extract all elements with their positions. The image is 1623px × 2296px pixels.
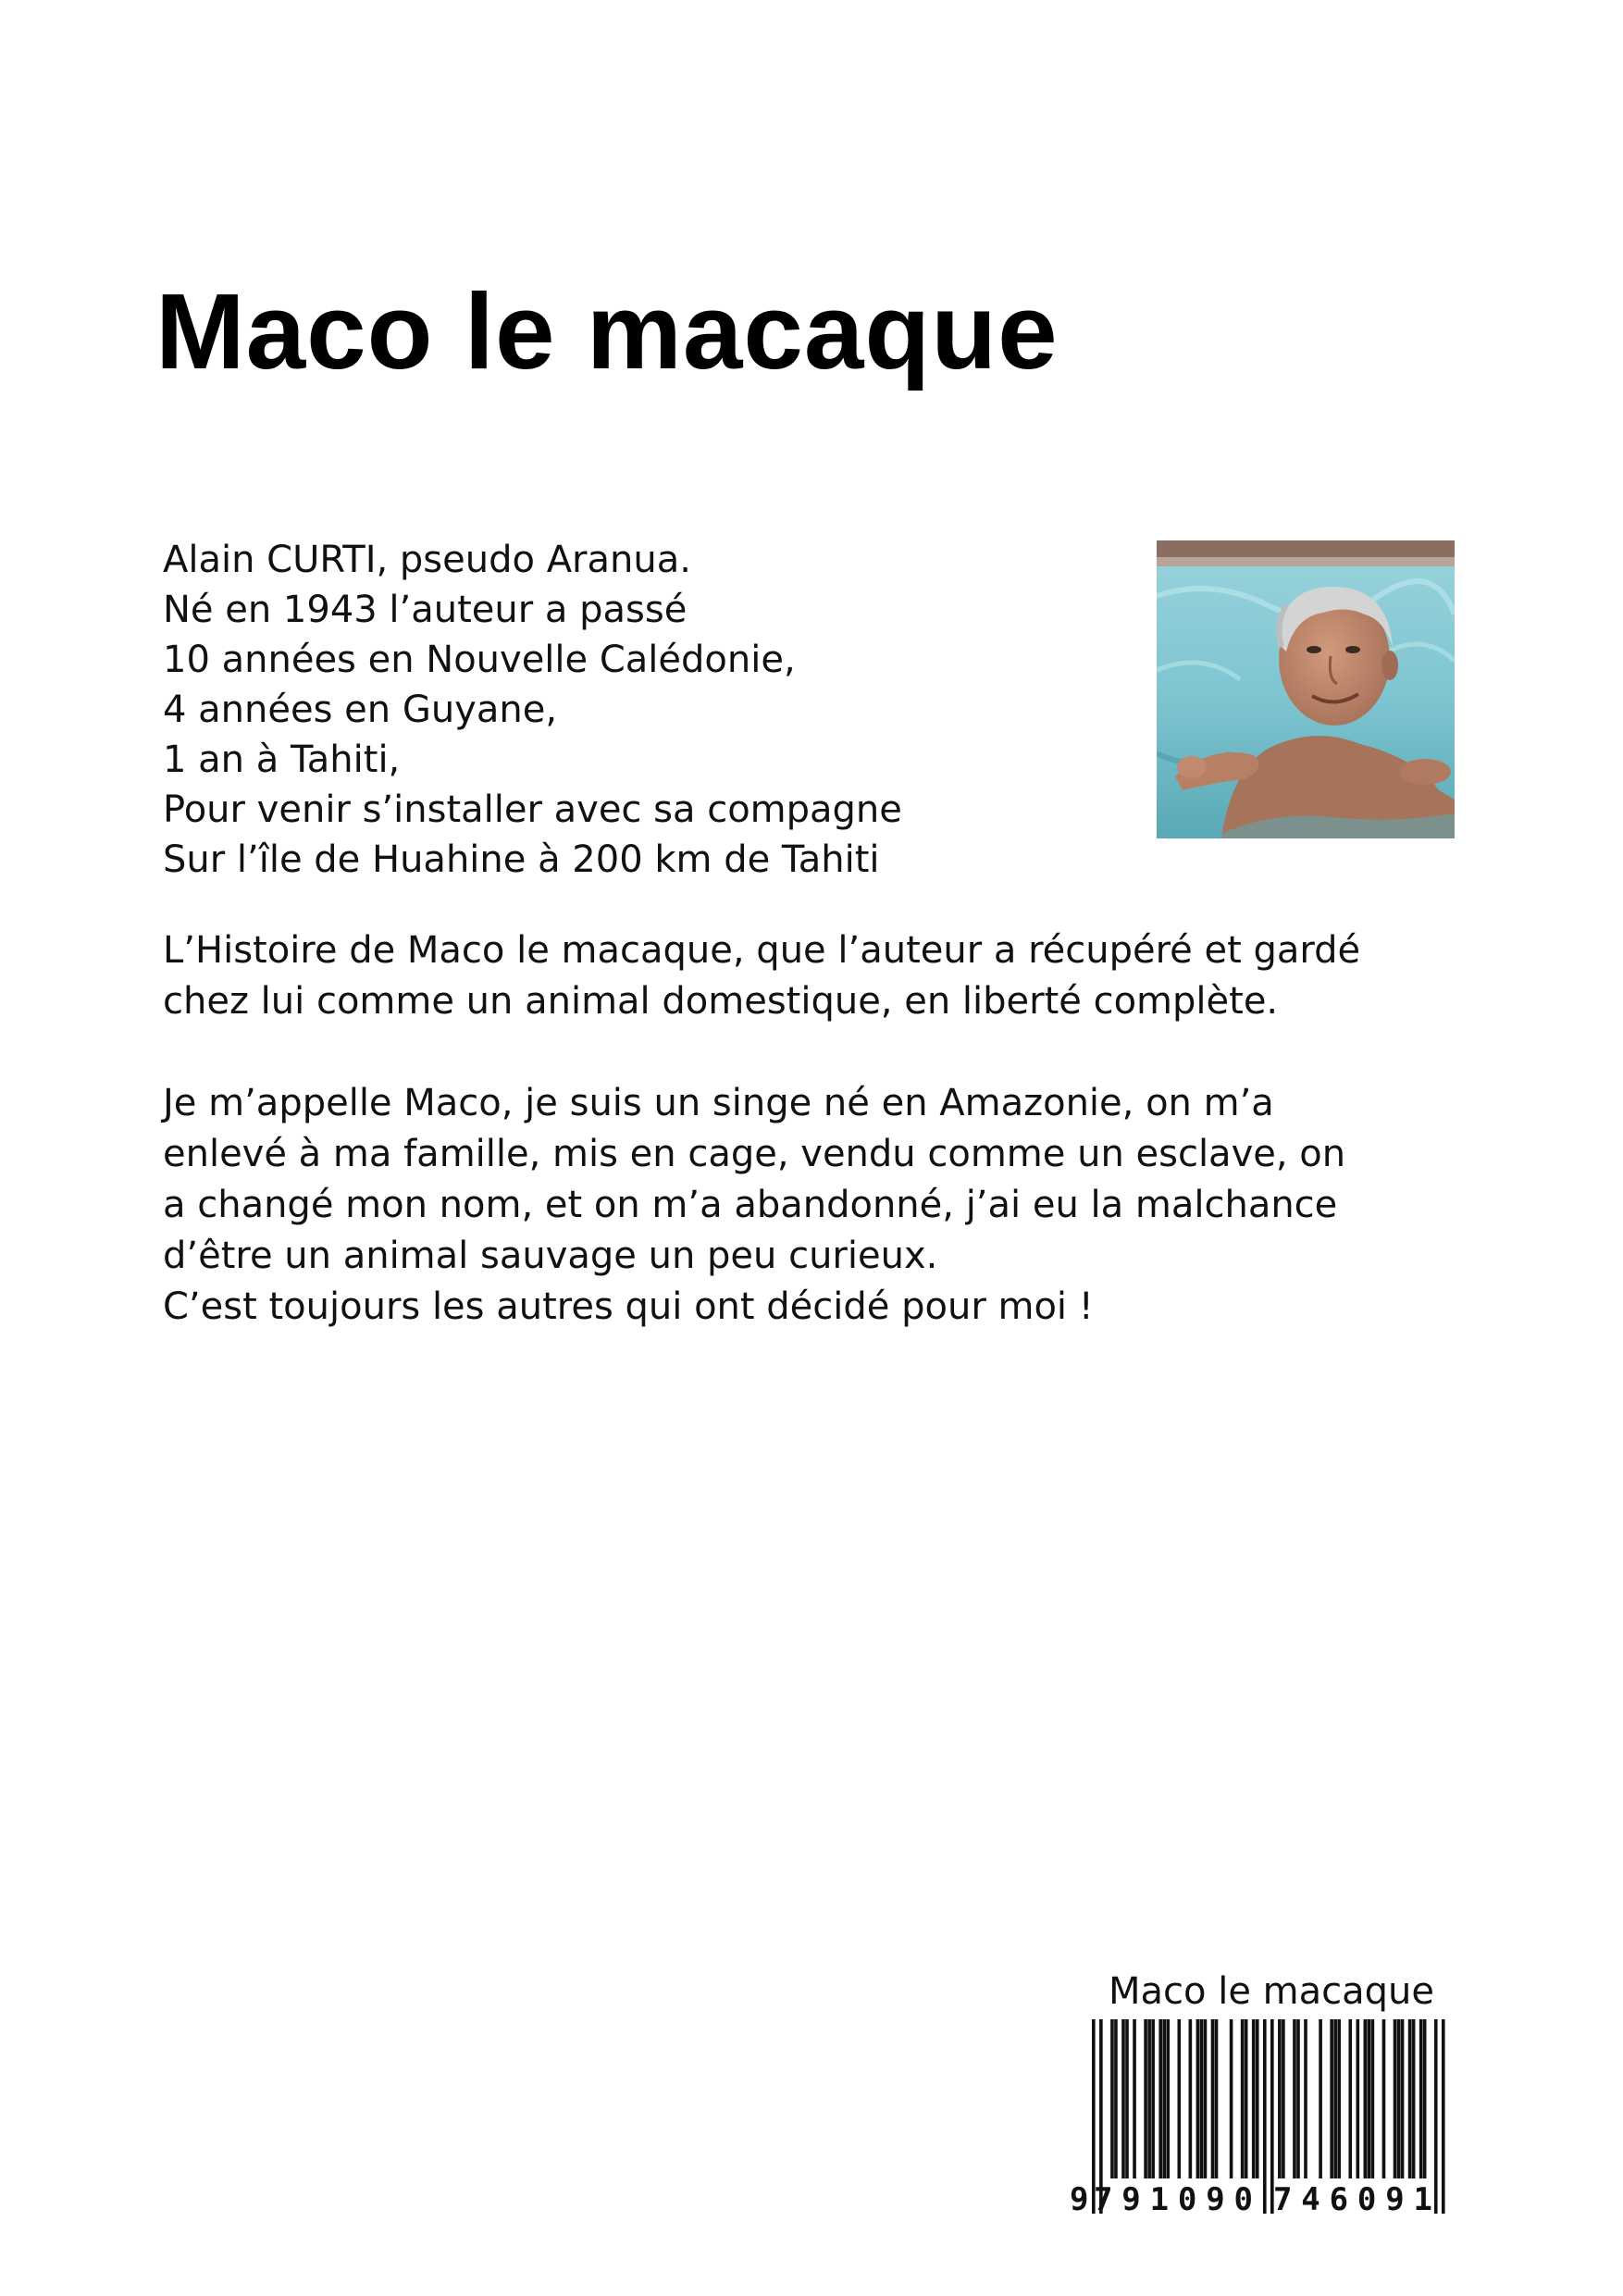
bio-line: 1 an à Tahiti, bbox=[163, 738, 401, 781]
bio-line: Pour venir s’installer avec sa compagne bbox=[163, 788, 902, 831]
story-paragraph bbox=[163, 925, 1360, 1027]
barcode-bar bbox=[1333, 2019, 1337, 2178]
barcode-bar bbox=[1211, 2019, 1215, 2178]
barcode-bar bbox=[1241, 2019, 1245, 2178]
author-photo bbox=[1157, 540, 1455, 838]
quote-line: enlevé à ma famille, mis en cage, vendu comme un esclave, on bbox=[163, 1133, 1346, 1175]
barcode-bar bbox=[1252, 2019, 1256, 2178]
barcode-bar bbox=[1125, 2019, 1129, 2178]
barcode-bar bbox=[1245, 2019, 1248, 2178]
barcode-bar bbox=[1177, 2019, 1181, 2178]
barcode-bar bbox=[1189, 2019, 1193, 2178]
barcode-bar bbox=[1230, 2019, 1233, 2178]
barcode-bar bbox=[1121, 2019, 1125, 2178]
story-line: chez lui comme un animal domestique, en liberté complète. bbox=[163, 980, 1279, 1023]
barcode-bar bbox=[1412, 2019, 1416, 2178]
barcode-bar bbox=[1263, 2019, 1267, 2214]
bio-line: Alain CURTI, pseudo Aranua. bbox=[163, 539, 691, 581]
quote-paragraph bbox=[163, 1078, 1345, 1333]
barcode-bar bbox=[1162, 2019, 1166, 2178]
barcode-bar bbox=[1278, 2019, 1282, 2178]
barcode-bar bbox=[1114, 2019, 1118, 2178]
barcode-bar bbox=[1147, 2019, 1151, 2178]
barcode-bar bbox=[1348, 2019, 1352, 2178]
barcode-bar bbox=[1401, 2019, 1405, 2178]
barcode-bar bbox=[1256, 2019, 1259, 2178]
barcode-bar bbox=[1330, 2019, 1333, 2178]
bio-line: 4 années en Guyane, bbox=[163, 689, 558, 731]
isbn-barcode bbox=[1064, 2019, 1455, 2214]
barcode-bar bbox=[1293, 2019, 1296, 2178]
quote-line: Je m’appelle Maco, je suis un singe né en Amazonie, on m’a bbox=[163, 1082, 1274, 1124]
barcode-right-digits: 746091 bbox=[1273, 2181, 1432, 2214]
barcode-bar bbox=[1204, 2019, 1208, 2178]
quote-line: a changé mon nom, et on m’a abandonné, j’ai eu la malchance bbox=[163, 1184, 1338, 1226]
barcode-bar bbox=[1356, 2019, 1359, 2178]
barcode-bar bbox=[1442, 2019, 1445, 2214]
barcode-bar bbox=[1419, 2019, 1423, 2178]
barcode-bar bbox=[1368, 2019, 1371, 2178]
barcode-bar bbox=[1296, 2019, 1300, 2178]
barcode-bar bbox=[1394, 2019, 1397, 2178]
barcode-bar bbox=[1423, 2019, 1427, 2178]
quote-line: C’est toujours les autres qui ont décidé pour moi ! bbox=[163, 1285, 1094, 1328]
barcode-bar bbox=[1408, 2019, 1412, 2178]
barcode-bar bbox=[1200, 2019, 1204, 2178]
story-line: L’Histoire de Maco le macaque, que l’auteur a récupéré et gardé bbox=[163, 929, 1361, 972]
barcode-bar bbox=[1337, 2019, 1341, 2178]
barcode-bar bbox=[1144, 2019, 1147, 2178]
barcode-bar bbox=[1364, 2019, 1368, 2178]
bio-line: Sur l’île de Huahine à 200 km de Tahiti bbox=[163, 838, 880, 881]
barcode-bar bbox=[1382, 2019, 1386, 2178]
barcode-bar bbox=[1151, 2019, 1155, 2178]
barcode-bar bbox=[1434, 2019, 1438, 2214]
bio-line: 10 années en Nouvelle Calédonie, bbox=[163, 639, 796, 681]
barcode-bar bbox=[1215, 2019, 1219, 2178]
book-title: Maco le macaque bbox=[155, 271, 1059, 391]
barcode-bar bbox=[1371, 2019, 1375, 2178]
barcode-bar bbox=[1319, 2019, 1322, 2178]
barcode-title: Maco le macaque bbox=[1109, 1970, 1434, 2013]
barcode-bar bbox=[1397, 2019, 1401, 2178]
barcode-bar bbox=[1304, 2019, 1307, 2178]
barcode-left-digits: 791090 bbox=[1094, 2181, 1253, 2214]
author-bio bbox=[163, 535, 902, 885]
barcode-bar bbox=[1133, 2019, 1136, 2178]
barcode-bar bbox=[1166, 2019, 1170, 2178]
barcode-first-digit: 9 bbox=[1070, 2181, 1089, 2214]
barcode-bar bbox=[1196, 2019, 1200, 2178]
barcode-bar bbox=[1158, 2019, 1162, 2178]
bio-line: Né en 1943 l’auteur a passé bbox=[163, 589, 688, 631]
barcode-bar bbox=[1110, 2019, 1114, 2178]
barcode-bar bbox=[1282, 2019, 1285, 2178]
quote-line: d’être un animal sauvage un peu curieux. bbox=[163, 1235, 938, 1277]
